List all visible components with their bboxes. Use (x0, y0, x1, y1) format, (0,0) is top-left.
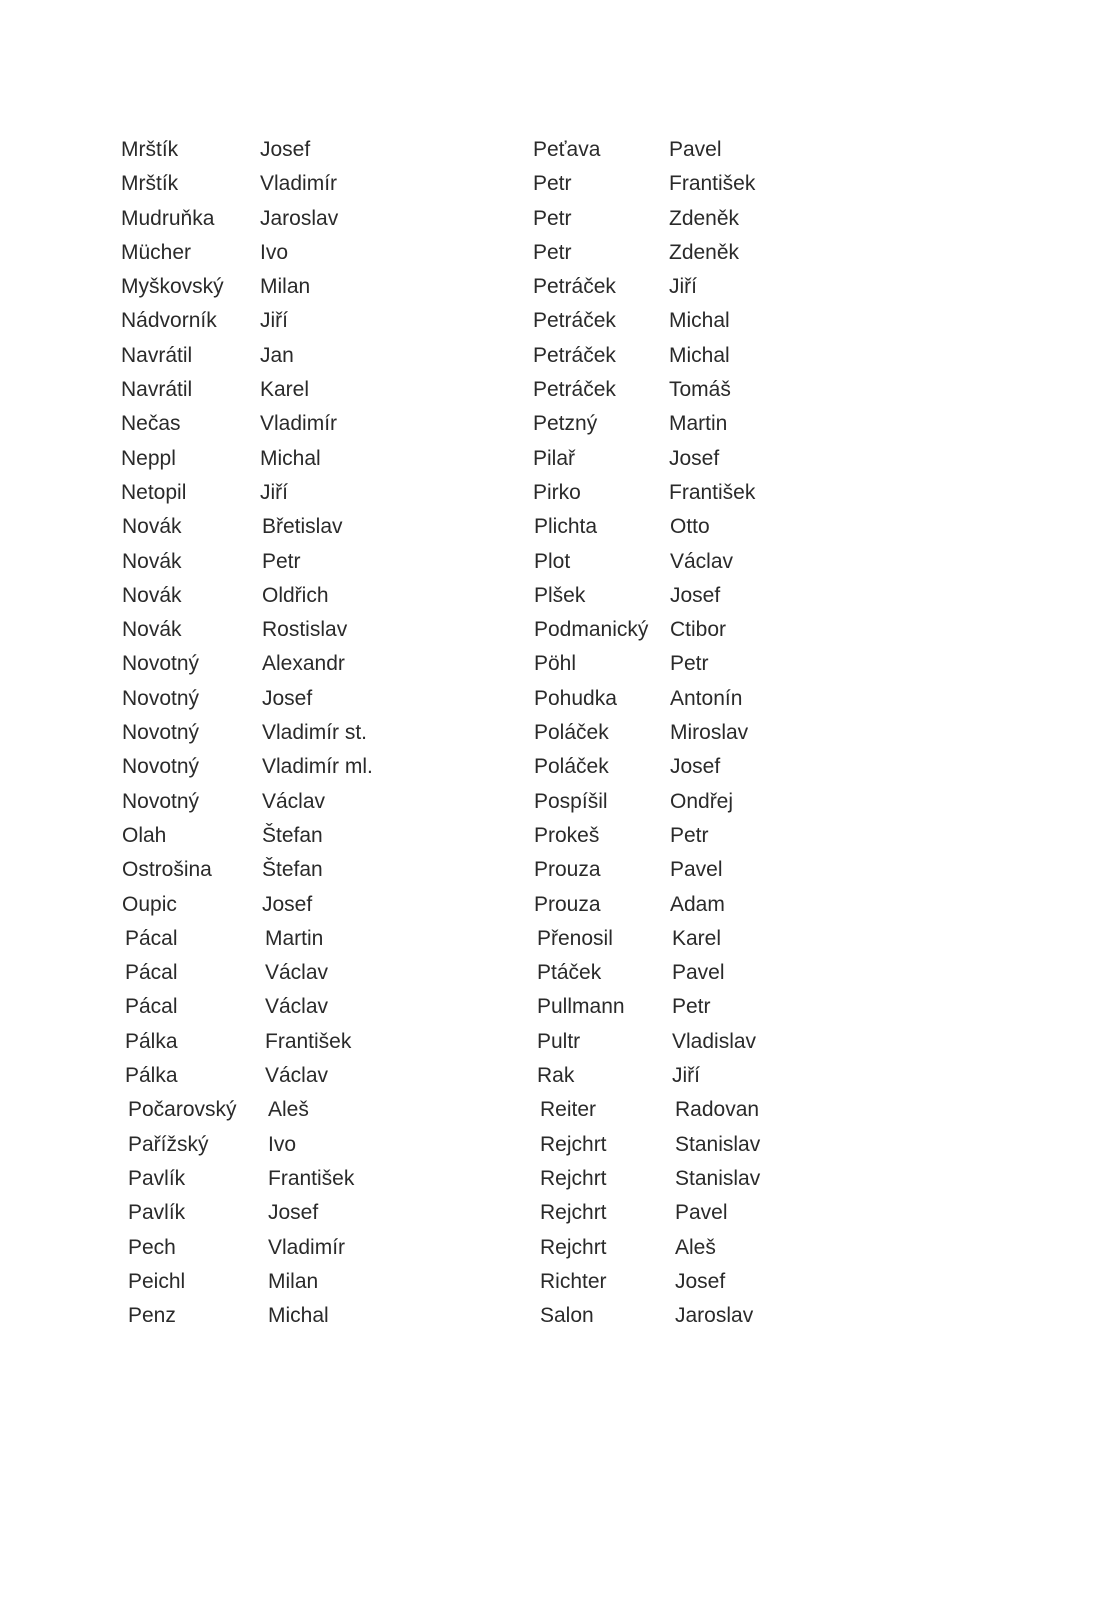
surname: Petzný (533, 412, 598, 436)
given-name: František (268, 1166, 355, 1190)
surname: Novák (122, 583, 182, 607)
surname: Mrštík (121, 138, 179, 161)
surname: Novotný (122, 686, 200, 710)
given-name: Vladimír (260, 412, 338, 436)
given-name: Pavel (672, 961, 725, 985)
surname: Petr (533, 172, 572, 196)
surname: Novák (122, 515, 182, 539)
surname: Novák (122, 549, 182, 573)
given-name: Václav (265, 961, 329, 985)
surname: Pohudka (534, 686, 617, 710)
surname: Petr (533, 240, 572, 264)
surname: Ostrošina (122, 858, 212, 882)
given-name: Zdeněk (669, 240, 740, 264)
given-name: Václav (265, 995, 329, 1019)
surname: Peichl (128, 1269, 186, 1293)
given-name: Radovan (675, 1098, 760, 1122)
surname: Petráček (533, 378, 616, 402)
given-name: Jaroslav (260, 206, 339, 230)
given-name: Václav (262, 789, 326, 813)
given-name: Aleš (268, 1098, 309, 1122)
given-name: Josef (260, 138, 311, 161)
surname: Podmanický (534, 618, 649, 642)
given-name: Ctibor (670, 618, 727, 642)
given-name: Jiří (260, 480, 288, 504)
surname: Novák (122, 618, 182, 642)
surname: Prokeš (534, 823, 600, 847)
surname: Navrátil (121, 343, 193, 367)
given-name: Jiří (260, 309, 288, 333)
surname: Počarovský (128, 1098, 237, 1122)
given-name: Oldřich (262, 583, 329, 607)
given-name: Otto (670, 515, 710, 539)
surname: Pavlík (128, 1166, 186, 1190)
given-name: František (265, 1029, 352, 1053)
given-name: Josef (262, 686, 313, 710)
given-name: Josef (268, 1201, 319, 1225)
surname: Pálka (125, 1064, 178, 1088)
surname: Salon (540, 1304, 594, 1328)
surname: Plot (534, 549, 571, 573)
given-name: Vladislav (672, 1029, 757, 1053)
given-name: Štefan (262, 823, 323, 847)
surname: Rejchrt (540, 1132, 607, 1156)
given-name: Petr (672, 995, 711, 1019)
surname: Pálka (125, 1029, 178, 1053)
surname: Olah (122, 823, 167, 847)
given-name: Ivo (268, 1132, 297, 1156)
surname: Poláček (534, 755, 609, 779)
surname: Prouza (534, 858, 601, 882)
given-name: Michal (669, 343, 730, 367)
surname: Pech (128, 1235, 176, 1259)
given-name: Štefan (262, 858, 323, 882)
surname: Pařížský (128, 1132, 209, 1156)
surname: Navrátil (121, 378, 193, 402)
given-name: Jaroslav (675, 1304, 754, 1328)
given-name: Josef (262, 892, 313, 916)
given-name: Vladimír (268, 1235, 346, 1259)
given-name: Michal (260, 446, 321, 470)
surname: Neppl (121, 446, 176, 470)
given-name: Vladimír st. (262, 721, 368, 745)
given-name: Rostislav (262, 618, 348, 642)
surname: Rejchrt (540, 1166, 607, 1190)
given-name: Milan (268, 1269, 319, 1293)
given-name: Pavel (670, 858, 723, 882)
given-name: Antonín (670, 686, 743, 710)
given-name: Josef (670, 583, 721, 607)
surname: Mudruňka (121, 206, 215, 230)
surname: Ptáček (537, 961, 602, 985)
given-name: Petr (670, 823, 709, 847)
given-name: Jiří (669, 275, 697, 299)
surname: Poláček (534, 721, 609, 745)
given-name: Jan (260, 343, 294, 367)
surname: Novotný (122, 755, 200, 779)
surname: Pultr (537, 1029, 581, 1053)
surname: Přenosil (537, 926, 613, 950)
given-name: František (669, 172, 756, 196)
given-name: Milan (260, 275, 311, 299)
surname: Mrštík (121, 172, 179, 196)
surname: Petráček (533, 343, 616, 367)
surname: Pácal (125, 926, 178, 950)
given-name: Václav (265, 1064, 329, 1088)
given-name: Pavel (675, 1201, 728, 1225)
given-name: Michal (669, 309, 730, 333)
surname: Richter (540, 1269, 607, 1293)
surname: Oupic (122, 892, 177, 916)
given-name: Aleš (675, 1235, 716, 1259)
surname: Novotný (122, 721, 200, 745)
given-name: Václav (670, 549, 734, 573)
given-name: Ondřej (670, 789, 734, 813)
surname: Reiter (540, 1098, 597, 1122)
given-name: Karel (672, 926, 722, 950)
surname: Netopil (121, 480, 187, 504)
surname: Petráček (533, 309, 616, 333)
given-name: Zdeněk (669, 206, 740, 230)
surname: Pácal (125, 995, 178, 1019)
surname: Pácal (125, 961, 178, 985)
given-name: Petr (262, 549, 301, 573)
surname: Plšek (534, 583, 586, 607)
given-name: Břetislav (262, 515, 343, 539)
given-name: František (669, 480, 756, 504)
surname: Petr (533, 206, 572, 230)
surname: Rejchrt (540, 1235, 607, 1259)
surname: Penz (128, 1304, 176, 1328)
surname: Nádvorník (121, 309, 217, 333)
given-name: Alexandr (262, 652, 345, 676)
surname: Nečas (121, 412, 181, 436)
given-name: Karel (260, 378, 310, 402)
surname: Pirko (533, 480, 581, 504)
given-name: Josef (669, 446, 720, 470)
given-name: Petr (670, 652, 709, 676)
given-name: Martin (669, 412, 728, 436)
surname: Pilař (533, 446, 576, 470)
given-name: Stanislav (675, 1132, 761, 1156)
given-name: Ivo (260, 240, 289, 264)
surname: Prouza (534, 892, 601, 916)
surname: Pavlík (128, 1201, 186, 1225)
given-name: Martin (265, 926, 324, 950)
given-name: Miroslav (670, 721, 749, 745)
given-name: Jiří (672, 1064, 700, 1088)
surname: Pöhl (534, 652, 577, 676)
given-name: Vladimír (260, 172, 338, 196)
surname: Novotný (122, 789, 200, 813)
surname: Plichta (534, 515, 598, 539)
surname: Pospíšil (534, 789, 608, 813)
given-name: Tomáš (669, 378, 731, 402)
surname: Peťava (533, 138, 601, 161)
given-name: Vladimír ml. (262, 755, 373, 779)
surname: Petráček (533, 275, 616, 299)
surname: Rak (537, 1064, 575, 1088)
given-name: Stanislav (675, 1166, 761, 1190)
given-name: Pavel (669, 138, 722, 161)
given-name: Josef (670, 755, 721, 779)
surname: Rejchrt (540, 1201, 607, 1225)
surname: Novotný (122, 652, 200, 676)
surname: Myškovský (121, 275, 224, 299)
surname: Mücher (121, 240, 192, 264)
given-name: Josef (675, 1269, 726, 1293)
given-name: Adam (670, 892, 725, 916)
given-name: Michal (268, 1304, 329, 1328)
surname: Pullmann (537, 995, 625, 1019)
